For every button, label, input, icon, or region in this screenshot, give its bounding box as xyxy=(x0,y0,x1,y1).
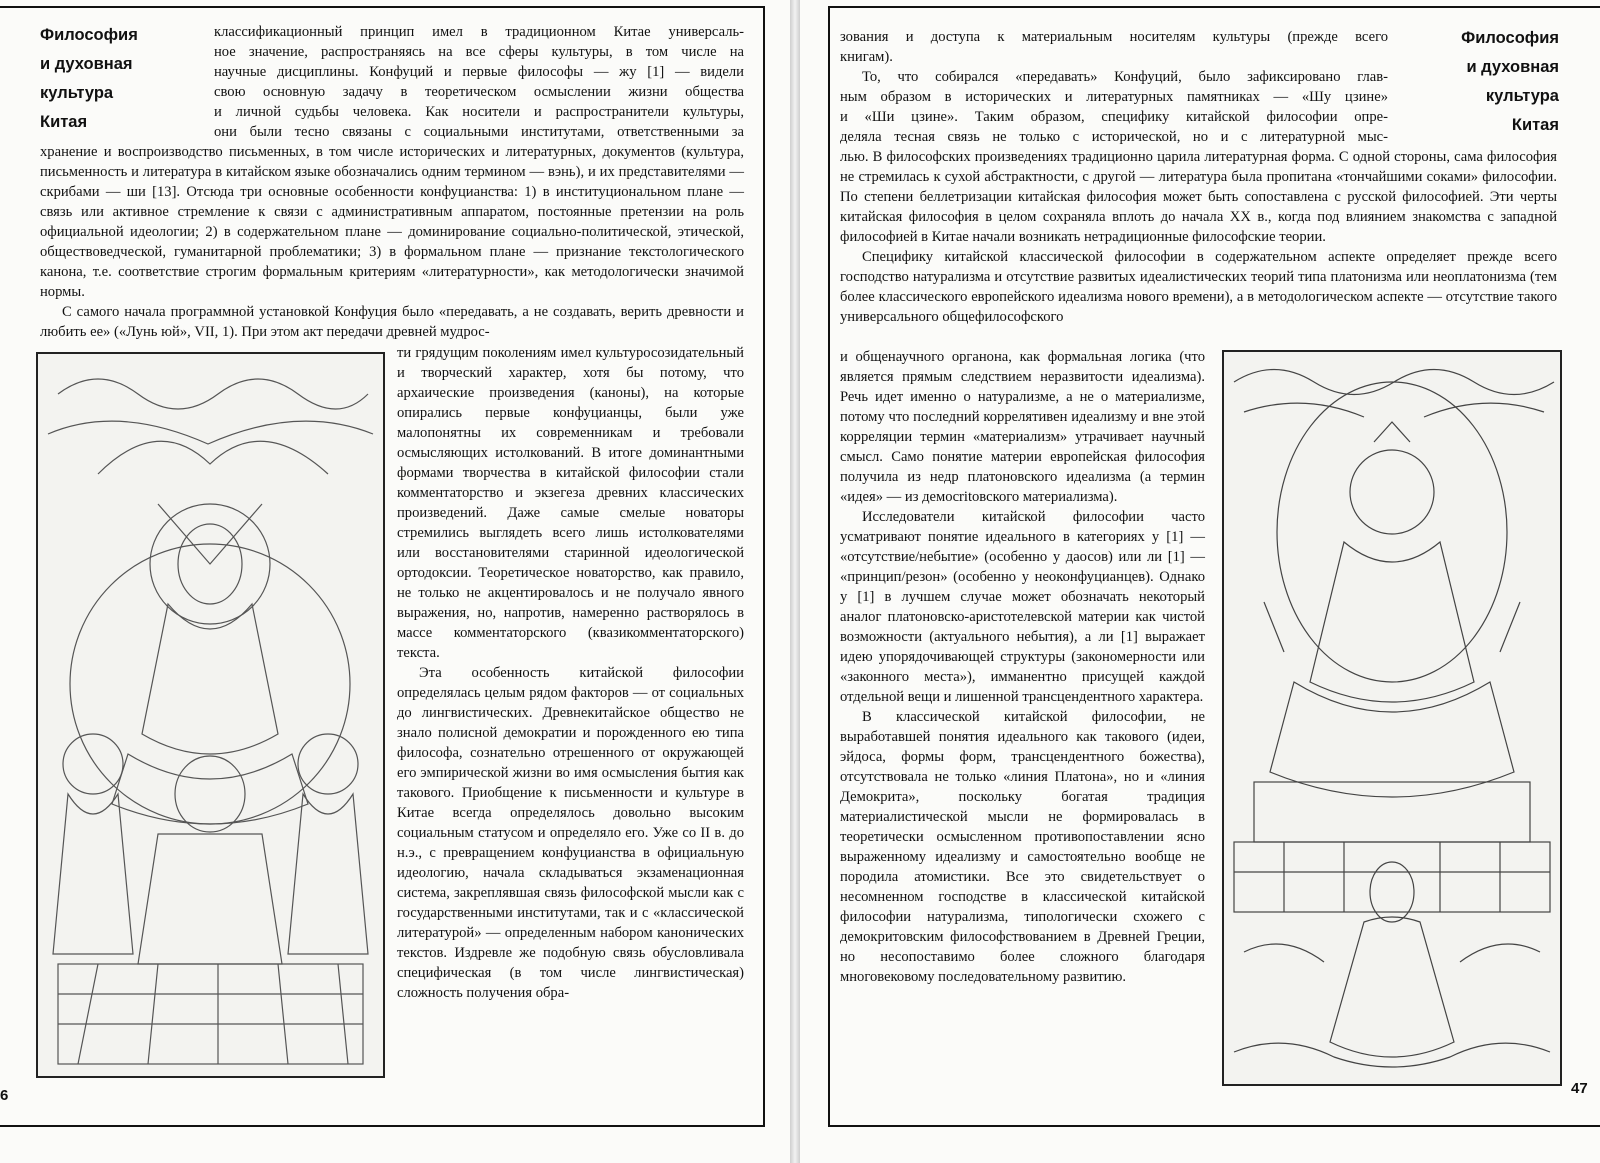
heading-line: Китая xyxy=(40,113,88,131)
paragraph: Эта особенность китайской философии определялась целым рядом факторов — от социальных до лингвистических. Древнекитайское общество не знало полисной демократии и порожденного ею типа философа, сознательно отрешенного от окружающей его эмпирической жизни во имя осмысления бытия как такового. Приобщение к письменности и культуре в Китае всегда определялось довольно высоким социальным статусом и определяло его. Уже со II в. до н.э., с превращением конфуцианства в официальную идеологию, начала складываться экзаменационная система, закреплявшая связь философской мысли как с государственными институтами, так и с «классической литературой» — определенным набором канонических текстов. Издревле же подобную связь обусловливала специфическая (в том числе лингвистическая) сложность получения обра- xyxy=(397,665,744,1001)
intro-text xyxy=(840,27,1388,147)
text-line: и «Ши цзине». Таким образом, специфику китайской философии опре- xyxy=(840,109,1388,125)
full-width-text xyxy=(840,147,1557,327)
deity-drawing xyxy=(1224,352,1560,1084)
text-line: ным образом в исторических и литературных памятниках — «Шу цзине» xyxy=(840,89,1388,105)
paragraph: С самого начала программной установкой Конфуция было «передавать, а не создавать, верить древности и любить ее» («Лунь юй», VII, 1). При этом акт передачи древней мудрос- xyxy=(40,304,744,340)
heading-line: и духовная xyxy=(40,55,133,73)
text-line: зования и доступа к материальным носителям культуры (прежде всего xyxy=(840,29,1388,45)
text-line: они были тесно связаны с социальными институтами, ответственными за xyxy=(214,124,744,140)
heading-line: культура xyxy=(1485,87,1559,105)
text-line: свою основную задачу в теоретическом осмыслении жизни общества xyxy=(214,84,744,100)
heading-line: Китая xyxy=(1511,116,1559,134)
left-page xyxy=(0,0,790,1163)
text-line: классификационный принцип имел в традиционном Китае универсаль- xyxy=(214,24,744,40)
buddha-illustration xyxy=(36,352,385,1078)
page-number: 47 xyxy=(1571,1080,1588,1097)
book-gutter xyxy=(790,0,800,1163)
section-heading xyxy=(1461,24,1559,140)
text-line: научные дисциплины. Конфуций и первые философы — жу [1] — видели xyxy=(214,64,744,80)
heading-line: и духовная xyxy=(1466,58,1559,76)
column-text xyxy=(397,343,744,1003)
column-text xyxy=(840,347,1205,987)
paragraph: и общенаучного органона, как формальная логика (что является прямым следствием неразвитости идеализма). Речь идет именно о натурализме, а не о материализме, потому что последний коррелятивен идеализму и вне этой корреляции термин «материализм» утрачивает научный смысл. Само понятие материи европейская философия получила из недр платоновского идеализма (а термин «идея» — из демоcritовского материализма). xyxy=(840,349,1205,505)
text-line: деляла тесная связь не только с исторической, но и с литературной мыс- xyxy=(840,129,1388,145)
text-line: ное значение, распространяясь на все сферы культуры, в том числе на xyxy=(214,44,744,60)
text-line: и личной судьбы человека. Как носители и распространители культуры, xyxy=(214,104,744,120)
intro-text xyxy=(214,22,744,142)
section-heading xyxy=(40,21,138,137)
page-number: 6 xyxy=(0,1087,9,1104)
paragraph: Специфику китайской классической философии в содержательном аспекте определяет прежде всего господство натурализма и отсутствие развитых идеалистических теорий типа платонизма или неоплатонизма (тем более классического европейского идеализма нового времени), а в методологическом аспекте — отсутствие такого универсального общефилософского xyxy=(840,249,1557,325)
heading-line: культура xyxy=(40,84,114,102)
paragraph: ти грядущим поколениям имел культуросозидательный и творческий характер, хотя бы потому, что архаические произведения (каноны), на которые опирались первые конфуцианцы, были уже малопонятны их современникам и требовали осмысляющих истолкований. В итоге доминантными формами творчества в китайской философии стали комментаторство и экзегеза древних классических произведений. Даже самые смелые новаторы стремились выглядеть всего лишь истолкователями или восстановителями старинной идеологической ортодоксии. Теоретическое новаторство, как правило, не только не акцентировалось и не получало явного выражения, но, напротив, намеренно растворялось в массе комментаторского (квазикомментаторского) текста. xyxy=(397,345,744,661)
paragraph: хранение и воспроизводство письменных, в том числе исторических и литературных, документов (культура, письменность и литература в китайском языке обозначались одним термином — вэнь), и их представителями — скрибами — ши [13]. Отсюда три основные особенности конфуцианства: 1) в институциональном плане — связь или активное стремление к связи с административным аппаратом, постоянные претензии на роль официальной идеологии; 2) в содержательном плане — доминирование социально-политической, этической, обществоведческой, гуманитарной проблематики; 3) в формальном плане — признание текстологического канона, т.е. соответствие строгим формальным критериям «литературности», как методологически значимой нормы. xyxy=(40,144,744,300)
heading-line: Философия xyxy=(1461,29,1559,47)
paragraph: Исследователи китайской философии часто усматривают понятие идеального в категориях у [1] — «отсутствие/небытие» (особенно у даосов) или ли [1] — «принцип/резон» (особенно у неоконфуцианцев). Однако у [1] в лучшем случае может обозначать некоторый аналог платоновско-аристотелевской материи как чистой возможности (актуального небытия), а ли [1] выражает идею упорядочивающей структуры (закономерности или «законного места»), имманентно присущей каждой отдельной вещи и лишенной трансцендентного характера. xyxy=(840,509,1205,705)
deity-illustration xyxy=(1222,350,1562,1086)
right-page xyxy=(800,0,1600,1163)
heading-line: Философия xyxy=(40,26,138,44)
paragraph: лью. В философских произведениях традиционно царила литературная форма. С одной стороны, сама философия не стремилась к сухой абстрактности, с другой — литература была пропитана «тончайшими соками» философии. По степени беллетризации китайская философия может быть сопоставлена с русской философией. Эти черты китайская философия в целом сохраняла вплоть до начала XX в., когда под влиянием знакомства с западной философией в Китае начали возникать нетрадиционные философские теории. xyxy=(840,149,1557,245)
full-width-text xyxy=(40,142,744,342)
text-line: книгам). xyxy=(840,49,893,65)
buddha-drawing xyxy=(38,354,383,1076)
paragraph: В классической китайской философии, не выработавшей понятия идеального как такового (идеи, эйдоса, формы форм, трансцендентного божества), отсутствовала не только «линия Платона», но и «линия Демокрита», поскольку богатая традиция материалистической мысли не формировалась в теоретически осмысленном противопоставлении ясно выраженному идеализму и самостоятельно вообще не породила атомистики. Все это свидетельствует о несомненном господстве в классической китайской философии натурализма, типологически схожего с демокритовским философствованием в Древней Греции, но несопоставимо более сложного благодаря многовековому последовательному развитию. xyxy=(840,709,1205,985)
text-line: То, что собирался «передавать» Конфуций, было зафиксировано глав- xyxy=(862,69,1388,85)
